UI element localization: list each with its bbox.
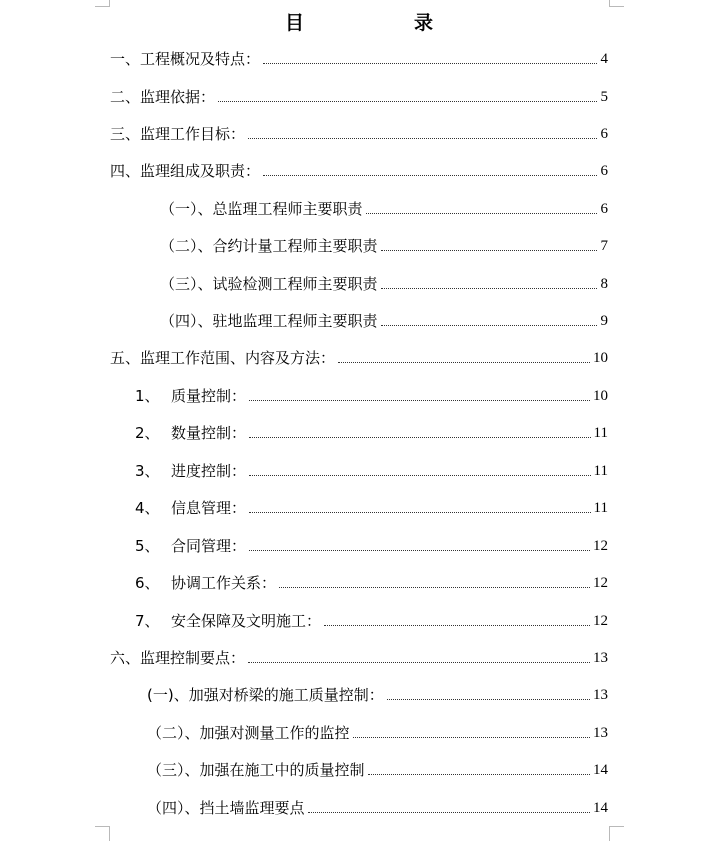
toc-entry-label: 合同管理： <box>171 537 247 555</box>
toc-entry-label: 三、监理工作目标： <box>110 125 246 143</box>
toc-entry[interactable] <box>147 797 608 819</box>
toc-leader-dots <box>387 699 590 700</box>
toc-page-number: 13 <box>593 650 608 666</box>
toc-entry[interactable] <box>147 722 608 744</box>
toc-leader-dots <box>218 101 597 102</box>
toc-page-number: 6 <box>600 201 608 217</box>
toc-leader-dots <box>353 737 590 738</box>
toc-page-number: 11 <box>593 463 608 479</box>
toc-page-number: 6 <box>600 163 608 179</box>
toc-entry-label: 六、监理控制要点： <box>110 649 246 667</box>
toc-leader-dots <box>381 325 597 326</box>
toc-entry[interactable] <box>110 647 608 669</box>
toc-leader-dots <box>338 362 590 363</box>
toc-entry-label: 数量控制： <box>171 424 247 442</box>
toc-entry[interactable] <box>110 48 608 70</box>
toc-leader-dots <box>381 250 597 251</box>
toc-title-char-1: 目 <box>284 12 304 34</box>
toc-entry[interactable] <box>135 610 608 632</box>
toc-leader-dots <box>249 475 591 476</box>
toc-leader-dots <box>248 662 590 663</box>
toc-leader-dots <box>368 774 590 775</box>
toc-entry[interactable] <box>135 422 608 444</box>
toc-entry[interactable] <box>110 123 608 145</box>
toc-entry-number: 7、 <box>135 612 160 630</box>
toc-page-number: 10 <box>593 350 608 366</box>
toc-entry-label: （四）、挡土墙监理要点 <box>147 799 305 817</box>
toc-entry-label: （二）、合约计量工程师主要职责 <box>160 237 378 255</box>
toc-entry-label: （三）、试验检测工程师主要职责 <box>160 275 378 293</box>
toc-entry-label: （二）、加强对测量工作的监控 <box>147 724 350 742</box>
toc-leader-dots <box>249 550 590 551</box>
toc-leader-dots <box>324 625 590 626</box>
toc-entry-label: （一）、总监理工程师主要职责 <box>160 200 363 218</box>
toc-entry-label: 二、监理依据： <box>110 88 216 106</box>
toc-entry-number: 6、 <box>135 574 160 592</box>
toc-entry-label: 进度控制： <box>171 462 247 480</box>
toc-page-number: 11 <box>593 425 608 441</box>
toc-entry-label: 五、监理工作范围、内容及方法： <box>110 349 336 367</box>
toc-entry[interactable] <box>110 347 608 369</box>
toc-entry-number: 4、 <box>135 499 160 517</box>
toc-leader-dots <box>366 213 597 214</box>
toc-entry-number: 3、 <box>135 462 160 480</box>
toc-entry-label: 质量控制： <box>171 387 247 405</box>
toc-page-number: 7 <box>600 238 608 254</box>
crop-mark-top-right <box>609 0 624 7</box>
toc-entry[interactable] <box>147 759 608 781</box>
toc-page-number: 12 <box>593 613 608 629</box>
toc-leader-dots <box>279 587 590 588</box>
toc-leader-dots <box>263 63 597 64</box>
toc-page-number: 8 <box>600 276 608 292</box>
toc-leader-dots <box>263 175 597 176</box>
toc-entry[interactable] <box>110 160 608 182</box>
toc-title <box>0 8 718 35</box>
toc-page-number: 13 <box>593 725 608 741</box>
toc-leader-dots <box>249 400 590 401</box>
toc-leader-dots <box>248 138 597 139</box>
toc-page-number: 14 <box>593 800 608 816</box>
toc-page-number: 12 <box>593 575 608 591</box>
toc-page-number: 12 <box>593 538 608 554</box>
toc-entry[interactable] <box>135 572 608 594</box>
toc-leader-dots <box>249 437 591 438</box>
crop-mark-top-left <box>95 0 110 7</box>
toc-entry[interactable] <box>135 460 608 482</box>
toc-leader-dots <box>381 288 597 289</box>
toc-entry-label: （三）、加强在施工中的质量控制 <box>147 761 365 779</box>
toc-page-number: 6 <box>600 126 608 142</box>
toc-entry-label: （四）、驻地监理工程师主要职责 <box>160 312 378 330</box>
toc-entry-number: 5、 <box>135 537 160 555</box>
toc-page-number: 13 <box>593 687 608 703</box>
toc-leader-dots <box>308 812 590 813</box>
toc-entry-label: 信息管理： <box>171 499 247 517</box>
toc-entry[interactable] <box>160 310 608 332</box>
toc-page-number: 9 <box>600 313 608 329</box>
toc-entry[interactable] <box>110 86 608 108</box>
toc-entry-label: 一、工程概况及特点： <box>110 50 261 68</box>
toc-entry[interactable] <box>135 385 608 407</box>
toc-title-char-2: 录 <box>414 12 434 34</box>
toc-entry-number: 1、 <box>135 387 160 405</box>
toc-entry[interactable] <box>135 535 608 557</box>
toc-entry-label: 四、监理组成及职责： <box>110 162 261 180</box>
toc-entry[interactable] <box>160 198 608 220</box>
toc-leader-dots <box>249 512 591 513</box>
toc-entry-label: 协调工作关系： <box>171 574 277 592</box>
toc-page-number: 5 <box>600 89 608 105</box>
toc-page-number: 10 <box>593 388 608 404</box>
toc-entry-number: 2、 <box>135 424 160 442</box>
toc-page-number: 11 <box>593 500 608 516</box>
toc-entry[interactable] <box>135 497 608 519</box>
toc-page-number: 14 <box>593 762 608 778</box>
crop-mark-bottom-right <box>609 826 624 841</box>
toc-entry[interactable] <box>147 684 608 706</box>
crop-mark-bottom-left <box>95 826 110 841</box>
toc-entry-label: (一)、加强对桥梁的施工质量控制： <box>147 686 384 704</box>
toc-entry[interactable] <box>160 235 608 257</box>
toc-entry-label: 安全保障及文明施工： <box>171 612 322 630</box>
toc-page-number: 4 <box>600 51 608 67</box>
toc-entry[interactable] <box>160 273 608 295</box>
